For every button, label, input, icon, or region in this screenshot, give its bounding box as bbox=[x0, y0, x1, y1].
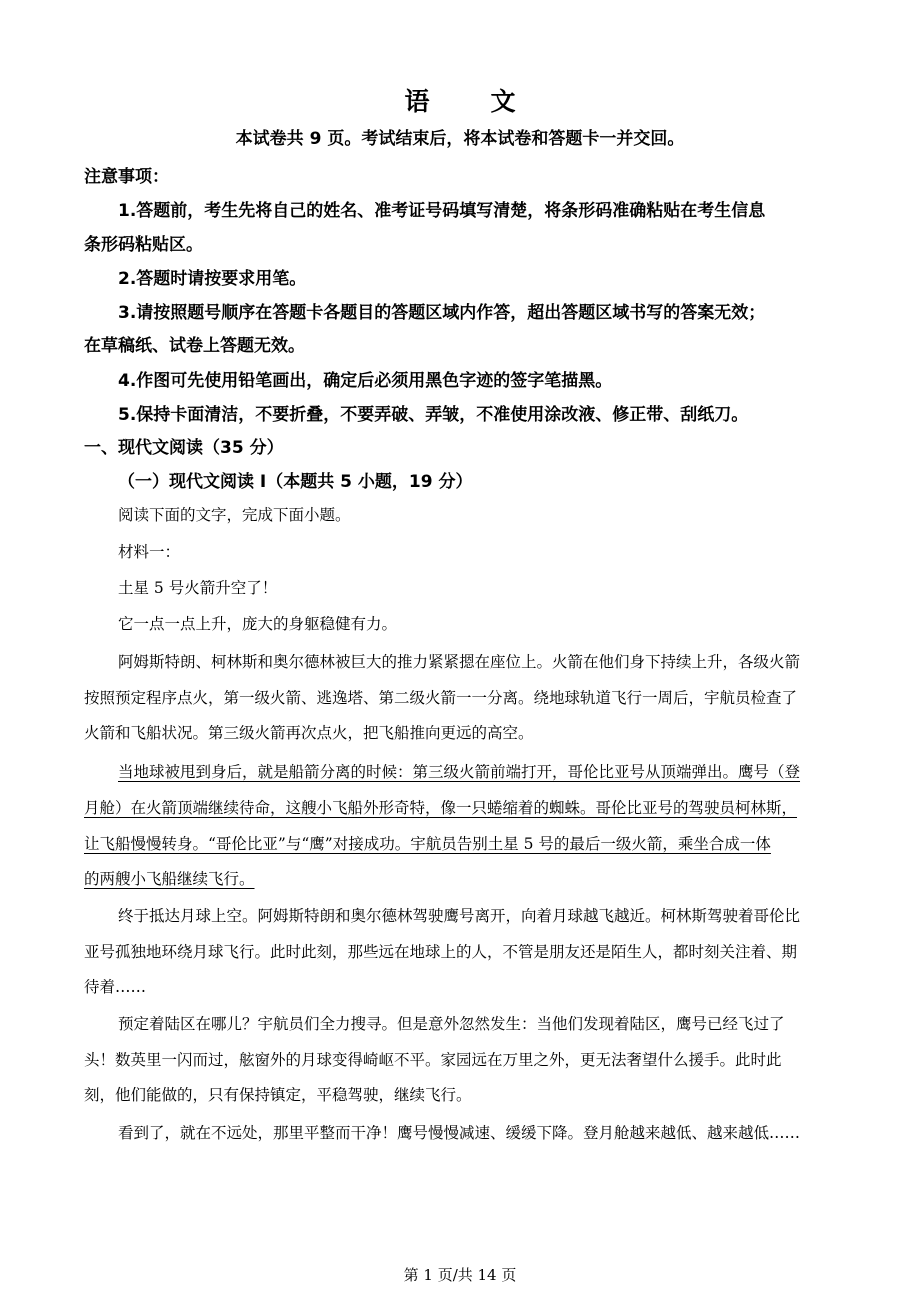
material-label: 材料一： bbox=[118, 543, 181, 561]
exam-subtitle: 本试卷共 9 页。考试结束后，将本试卷和答题卡一并交回。 bbox=[235, 129, 685, 149]
page-number: 第 1 页/共 14 页 bbox=[403, 1266, 517, 1284]
notice-item-1-line-1: 1.答题前，考生先将自己的姓名、准考证号码填写清楚，将条形码准确粘贴在考生信息 bbox=[118, 201, 766, 221]
paragraph-3-line-3: 火箭和飞船状况。第三级火箭再次点火，把飞船推向更远的高空。 bbox=[84, 724, 534, 742]
paragraph-6-line-1: 预定着陆区在哪儿？宇航员们全力搜寻。但是意外忽然发生：当他们发现着陆区，鹰号已经飞过了 bbox=[118, 1015, 785, 1033]
notice-item-3-line-1: 3.请按照题号顺序在答题卡各题目的答题区域内作答，超出答题区域书写的答案无效； bbox=[118, 303, 766, 323]
paragraph-4-line-3: 让飞船慢慢转身。“哥伦比亚”与“鹰”对接成功。宇航员告别土星 5 号的最后一级火箭，乘坐合成一体 bbox=[84, 835, 771, 853]
paragraph-3-line-2: 按照预定程序点火，第一级火箭、逃逸塔、第二级火箭一一分离。绕地球轨道飞行一周后，宇航员检查了 bbox=[84, 689, 798, 707]
notice-item-2: 2.答题时请按要求用笔。 bbox=[118, 269, 307, 289]
notice-item-4: 4.作图可先使用铅笔画出，确定后必须用黑色字迹的签字笔描黑。 bbox=[118, 371, 613, 391]
section-subheading: （一）现代文阅读 I（本题共 5 小题，19 分） bbox=[118, 472, 473, 492]
section-heading: 一、现代文阅读（35 分） bbox=[84, 438, 284, 458]
paragraph-5-line-2: 亚号孤独地环绕月球飞行。此时此刻，那些远在地球上的人，不管是朋友还是陌生人，都时刻关注着、期 bbox=[84, 943, 798, 961]
paragraph-1: 土星 5 号火箭升空了！ bbox=[118, 579, 278, 597]
paragraph-7: 看到了，就在不远处，那里平整而干净！鹰号慢慢减速、缓缓下降。登月舱越来越低、越来越低…… bbox=[118, 1124, 801, 1142]
passage-instruction: 阅读下面的文字，完成下面小题。 bbox=[118, 506, 351, 524]
paragraph-4-line-4: 的两艘小飞船继续飞行。 bbox=[84, 870, 255, 888]
paragraph-4-line-1: 当地球被甩到身后，就是船箭分离的时候：第三级火箭前端打开，哥伦比亚号从顶端弹出。鹰号（登 bbox=[118, 763, 801, 781]
notice-item-3-line-2: 在草稿纸、试卷上答题无效。 bbox=[84, 336, 305, 356]
paragraph-6-line-2: 头！数英里一闪而过，舷窗外的月球变得崎岖不平。家园远在万里之外，更无法奢望什么援手。此时此 bbox=[84, 1051, 782, 1069]
paragraph-5-line-3: 待着…… bbox=[84, 978, 147, 996]
paragraph-6-line-3: 刻，他们能做的，只有保持镇定，平稳驾驶，继续飞行。 bbox=[84, 1086, 472, 1104]
notice-item-5: 5.保持卡面清洁，不要折叠，不要弄破、弄皱，不准使用涂改液、修正带、刮纸刀。 bbox=[118, 405, 749, 425]
page-title: 语 文 bbox=[404, 87, 534, 116]
notice-item-1-line-2: 条形码粘贴区。 bbox=[84, 235, 203, 255]
paragraph-5-line-1: 终于抵达月球上空。阿姆斯特朗和奥尔德林驾驶鹰号离开，向着月球越飞越近。柯林斯驾驶着哥伦比 bbox=[118, 907, 801, 925]
notice-heading: 注意事项： bbox=[84, 167, 169, 187]
paragraph-3-line-1: 阿姆斯特朗、柯林斯和奥尔德林被巨大的推力紧紧摁在座位上。火箭在他们身下持续上升，各级火箭 bbox=[118, 653, 801, 671]
paragraph-2: 它一点一点上升，庞大的身躯稳健有力。 bbox=[118, 615, 398, 633]
paragraph-4-line-2: 月舱）在火箭顶端继续待命，这艘小飞船外形奇特，像一只蜷缩着的蜘蛛。哥伦比亚号的驾驶员柯林斯， bbox=[84, 799, 798, 817]
